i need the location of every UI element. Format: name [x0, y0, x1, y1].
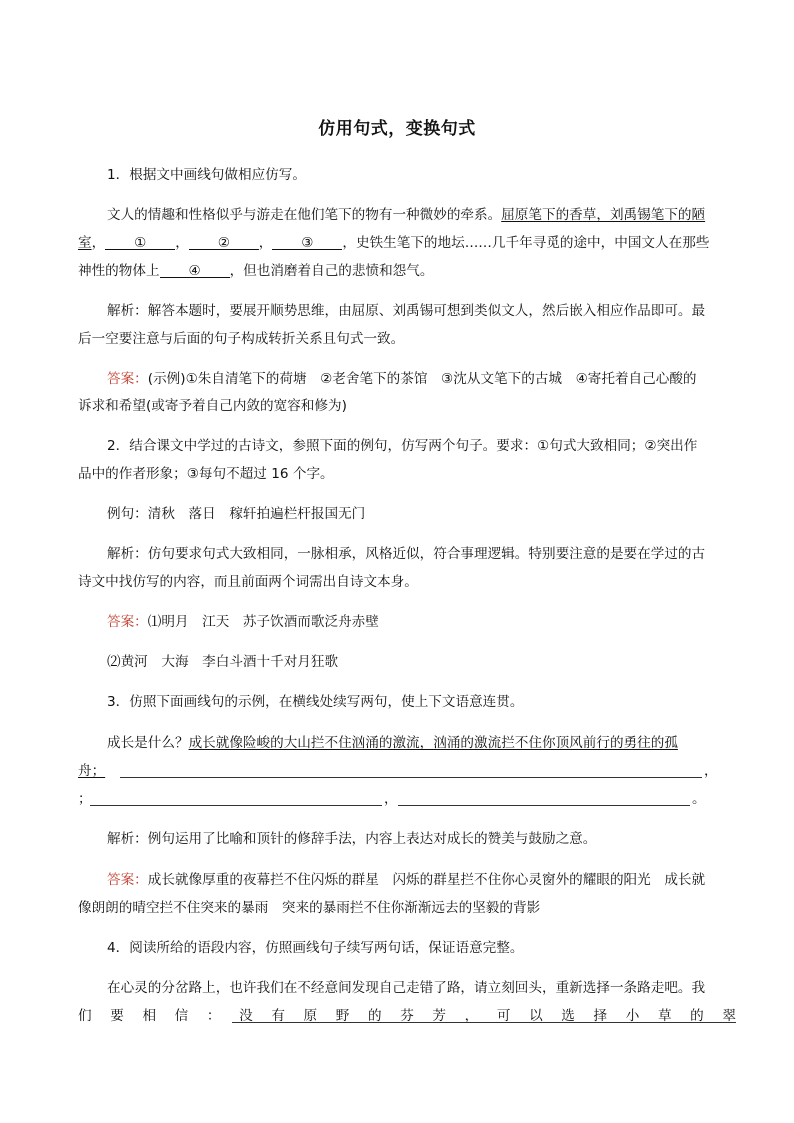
q1-answer-line-2: 诉求和希望(或寄予着自己内敛的宽容和修为) [78, 398, 347, 414]
document-page: 仿用句式，变换句式 1．根据文中画线句做相应仿写。 文人的情趣和性格似乎与游走在他们笔下的物有一种微妙的牵系。屈原笔下的香草，刘禹锡笔下的陋 室， ① ， ② ， ③ ，史铁生笔下的地坛……几千年寻觅的途中，中国文人在那些 神性的物体上 ④ ，但也消磨着自己的悲愤和怨气。 解析：解答本题时，要展开顺势思维，由屈原、刘禹锡可想到类似文人，然后嵌入相应作品即可。最 后一空要注意与后面的句子构成转折关系且句式一致。 答案：(示例)①朱自清笔下的荷塘 ②老舍笔下的茶馆 ③沈从文笔下的古城 ④寄托着自己心酸的 诉求和希望(或寄予着自己内敛的宽容和修为) 2．结合课文中学过的古诗文，参照下面的例句，仿写两个句子。要求：①句式大致相同；②突出作 品中的作者形象；③每句不超过 16 个字。 例句：清秋 落日 稼轩拍遍栏杆报国无门 解析：仿句要求句式大致相同，一脉相承，风格近似，符合事理逻辑。特别要注意的是要在学过的古 诗文中找仿写的内容，而且前面两个词需出自诗文本身。 答案：⑴明月 江天 苏子饮酒而歌泛舟赤壁 ⑵黄河 大海 李白斗酒十千对月狂歌 3．仿照下面画线句的示例，在横线处续写两句，使上下文语意连贯。 成长是什么？成长就像险峻的大山拦不住汹涌的激流，汹涌的激流拦不住你顶风前行的勇往的孤 舟； ， ； ， 。 解析：例句运用了比喻和顶针的修辞手法，内容上表达对成长的赞美与鼓励之意。 答案：成长就像厚重的夜幕拦不住闪烁的群星 闪烁的群星拦不住你心灵窗外的耀眼的阳光 成长就 像朗朗的晴空拦不住突来的暴雨 突来的暴雨拦不住你渐渐远去的坚毅的背影 4．阅读所给的语段内容，仿照画线句子续写两句话，保证语意完整。 在心灵的分岔路上，也许我们在不经意间发现自己走错了路，请立刻回头，重新选择一条路走吧。我 们 要 相 信 ： 没 有 原 野 的 芬 芳 ， 可 以 选 择 小 草 的 翠 [0, 0, 794, 1123]
q3-underlined-sentence-end: 舟； [78, 763, 106, 779]
q4-underline [232, 1022, 736, 1023]
q1-prompt: 1．根据文中画线句做相应仿写。 [107, 167, 306, 183]
q3-underlined-sentence: 成长就像险峻的大山拦不住汹涌的激流，汹涌的激流拦不住你顶风前行的勇往的孤 [188, 735, 678, 751]
q1-analysis-line-1: 解析：解答本题时，要展开顺势思维，由屈原、刘禹锡可想到类似文人，然后嵌入相应作品即可。最 [107, 303, 706, 319]
q1-underlined-sentence-end: 室 [78, 235, 92, 251]
q3-passage-line-1: 成长是什么？成长就像险峻的大山拦不住汹涌的激流，汹涌的激流拦不住你顶风前行的勇往的孤 [107, 735, 678, 751]
q2-prompt-line-1: 2．结合课文中学过的古诗文，参照下面的例句，仿写两个句子。要求：①句式大致相同；②突出作 [107, 438, 698, 454]
page-title: 仿用句式，变换句式 [318, 119, 476, 139]
q3-answer-line-3[interactable] [398, 805, 690, 806]
q2-answer-line-2: ⑵黄河 大海 李白斗酒十千对月狂歌 [107, 654, 339, 670]
answer-label: 答案： [107, 371, 148, 387]
q1-blank-2[interactable]: ② [189, 233, 259, 250]
q2-analysis-line-1: 解析：仿句要求句式大致相同，一脉相承，风格近似，符合事理逻辑。特别要注意的是要在学过的古 [107, 546, 706, 562]
q2-analysis-line-2: 诗文中找仿写的内容，而且前面两个词需出自诗文本身。 [78, 574, 418, 590]
q1-underlined-sentence: 屈原笔下的香草，刘禹锡笔下的陋 [501, 207, 706, 223]
q3-answer-line-1-text: 答案：成长就像厚重的夜幕拦不住闪烁的群星 闪烁的群星拦不住你心灵窗外的耀眼的阳光 成长就 [107, 872, 706, 888]
q1-passage-tail: ，史铁生笔下的地坛……几千年寻觅的途中，中国文人在那些 [342, 235, 710, 251]
q1-analysis-line-2: 后一空要注意与后面的句子构成转折关系且句式一致。 [78, 331, 405, 347]
answer-label: 答案： [107, 872, 148, 888]
q3-answer-line-2-text: 像朗朗的晴空拦不住突来的暴雨 突来的暴雨拦不住你渐渐远去的坚毅的背影 [78, 900, 541, 916]
q1-blank-1[interactable]: ① [105, 233, 175, 250]
q3-analysis: 解析：例句运用了比喻和顶针的修辞手法，内容上表达对成长的赞美与鼓励之意。 [107, 831, 597, 847]
q3-passage-line-2 [78, 761, 105, 781]
q2-example: 例句：清秋 落日 稼轩拍遍栏杆报国无门 [107, 506, 366, 522]
q1-passage-text: 文人的情趣和性格似乎与游走在他们笔下的物有一种微妙的牵系。 [107, 207, 502, 223]
q4-passage-line-2: 们 要 相 信 ： 没 有 原 野 的 芬 芳 ， 可 以 选 择 小 草 的 翠 [78, 1008, 736, 1024]
q3-answer-line-1[interactable] [120, 777, 702, 778]
q2-prompt-line-2: 品中的作者形象；③每句不超过 16 个字。 [78, 466, 334, 482]
q1-blank-4[interactable]: ④ [160, 261, 230, 278]
q1-blank-3[interactable]: ③ [272, 233, 342, 250]
q1-passage-line-2: 室， ① ， ② ， ③ ，史铁生笔下的地坛……几千年寻觅的途中，中国文人在那些 [78, 235, 710, 251]
answer-label: 答案： [107, 614, 148, 630]
q2-answer-line-1: 答案：⑴明月 江天 苏子饮酒而歌泛舟赤壁 [107, 614, 379, 630]
q4-prompt: 4．阅读所给的语段内容，仿照画线句子续写两句话，保证语意完整。 [107, 940, 524, 956]
q1-passage-line-1 [107, 205, 705, 225]
q3-answer-line-2[interactable] [90, 805, 382, 806]
q1-answer-line-1: 答案：(示例)①朱自清笔下的荷塘 ②老舍笔下的茶馆 ③沈从文笔下的古城 ④寄托着自己心酸的 [107, 371, 697, 387]
q1-passage-line-3: 神性的物体上 ④ ，但也消磨着自己的悲愤和怨气。 [78, 263, 434, 279]
q3-prompt: 3．仿照下面画线句的示例，在横线处续写两句，使上下文语意连贯。 [107, 694, 524, 710]
q4-passage-line-1: 在心灵的分岔路上，也许我们在不经意间发现自己走错了路，请立刻回头，重新选择一条路走吧。我 [107, 980, 706, 996]
